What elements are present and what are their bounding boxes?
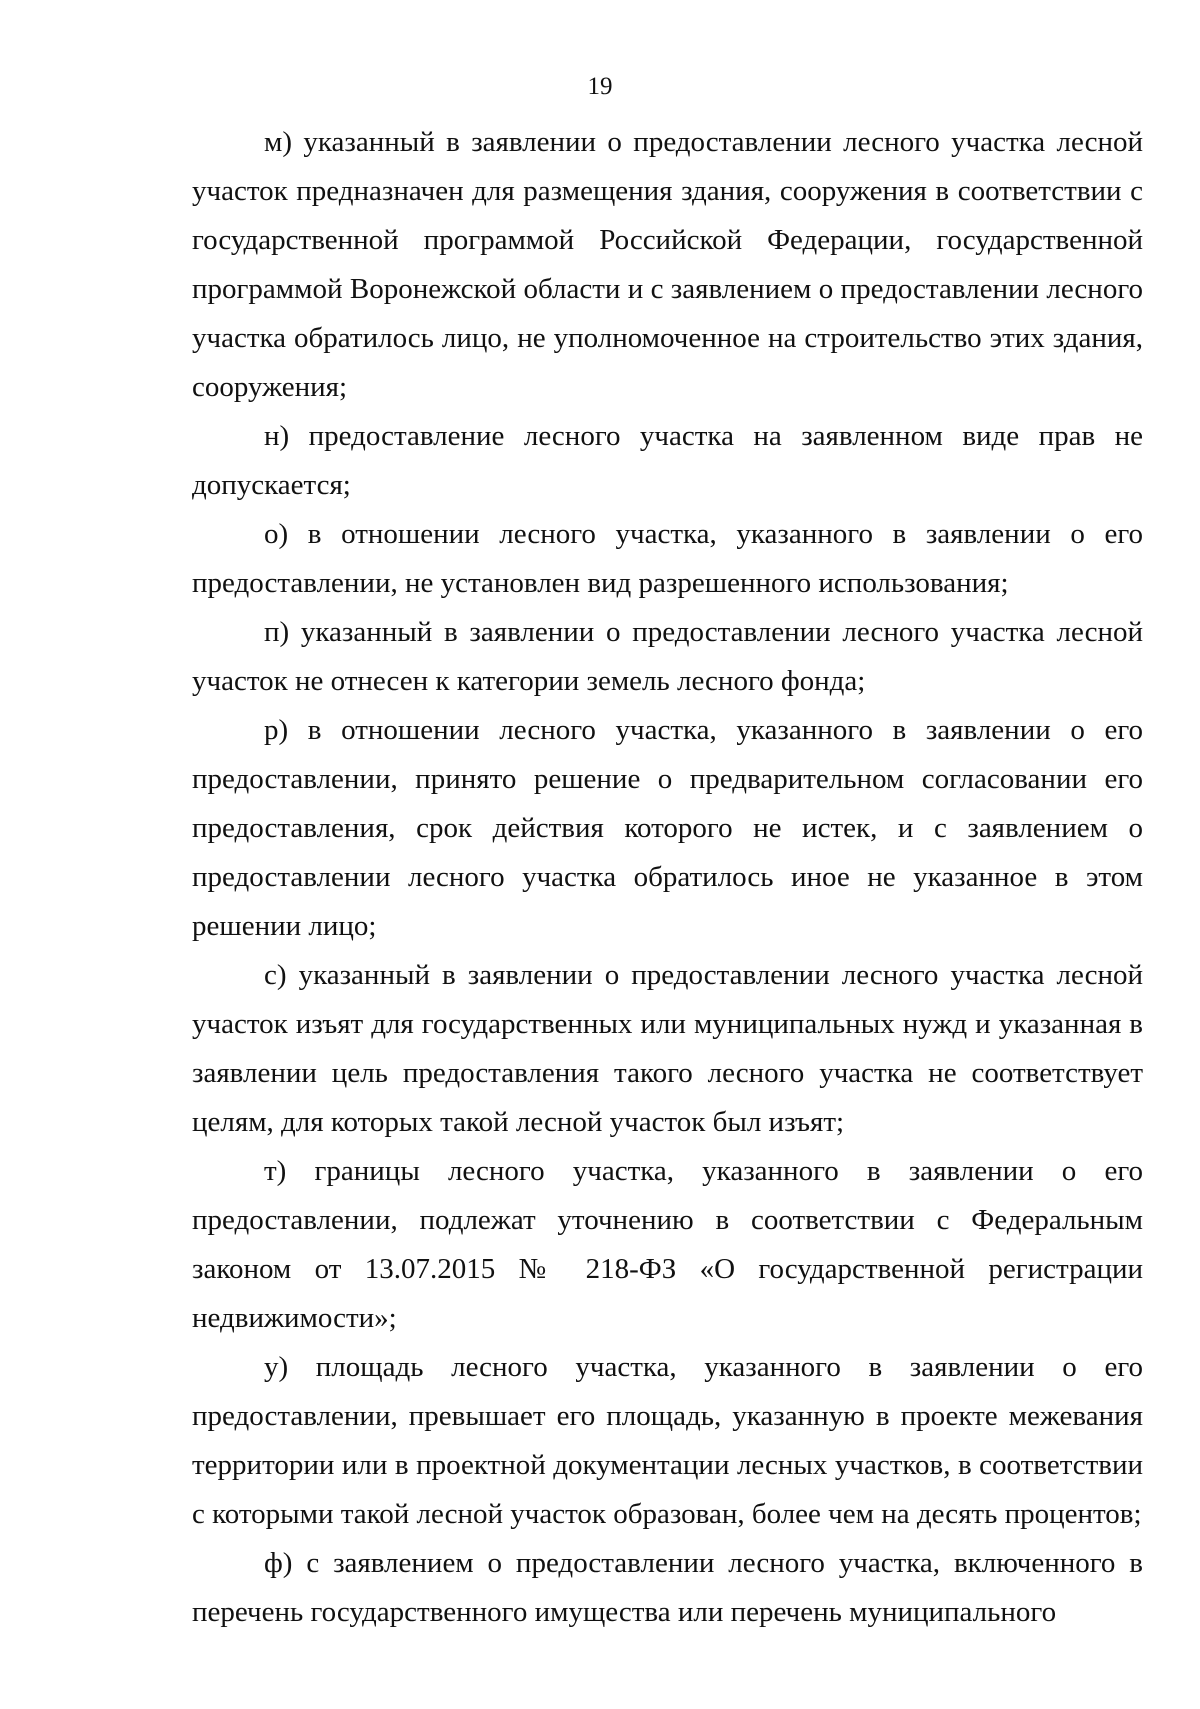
- paragraph-p: п) указанный в заявлении о предоставлении лесного участка лесной участок не отнесен к категории земель лесного фонда;: [192, 616, 1143, 697]
- paragraph-u: у) площадь лесного участка, указанного в заявлении о его предоставлении, превышает его площадь, указанную в проекте межевания территории или в проектной документации лесных участков, в соответствии с которыми такой лесной участок образован, более чем на десять процентов;: [192, 1351, 1143, 1530]
- document-body: [192, 118, 1143, 1637]
- paragraph-f: ф) с заявлением о предоставлении лесного участка, включенного в перечень государственного имущества или перечень муниципального: [192, 1547, 1143, 1628]
- paragraph-r: р) в отношении лесного участка, указанного в заявлении о его предоставлении, принято решение о предварительном согласовании его предоставления, срок действия которого не истек, и с заявлением о предоставлении лесного участка обратилось иное не указанное в этом решении лицо;: [192, 714, 1143, 942]
- paragraph-m: м) указанный в заявлении о предоставлении лесного участка лесной участок предназначен для размещения здания, сооружения в соответствии с государственной программой Российской Федерации, государственной программой Воронежской области и с заявлением о предоставлении лесного участка обратилось лицо, не уполномоченное на строительство этих здания, сооружения;: [192, 126, 1143, 403]
- page-number: 19: [587, 73, 613, 100]
- paragraph-t: т) границы лесного участка, указанного в заявлении о его предоставлении, подлежат уточнению в соответствии с Федеральным законом от 13.07.2015 № 218-ФЗ «О государственной регистрации недвижимости»;: [192, 1155, 1143, 1334]
- paragraph-o: о) в отношении лесного участка, указанного в заявлении о его предоставлении, не установлен вид разрешенного использования;: [192, 518, 1143, 599]
- paragraph-n: н) предоставление лесного участка на заявленном виде прав не допускается;: [192, 420, 1143, 501]
- paragraph-s: с) указанный в заявлении о предоставлении лесного участка лесной участок изъят для государственных или муниципальных нужд и указанная в заявлении цель предоставления такого лесного участка не соответствует целям, для которых такой лесной участок был изъят;: [192, 959, 1143, 1138]
